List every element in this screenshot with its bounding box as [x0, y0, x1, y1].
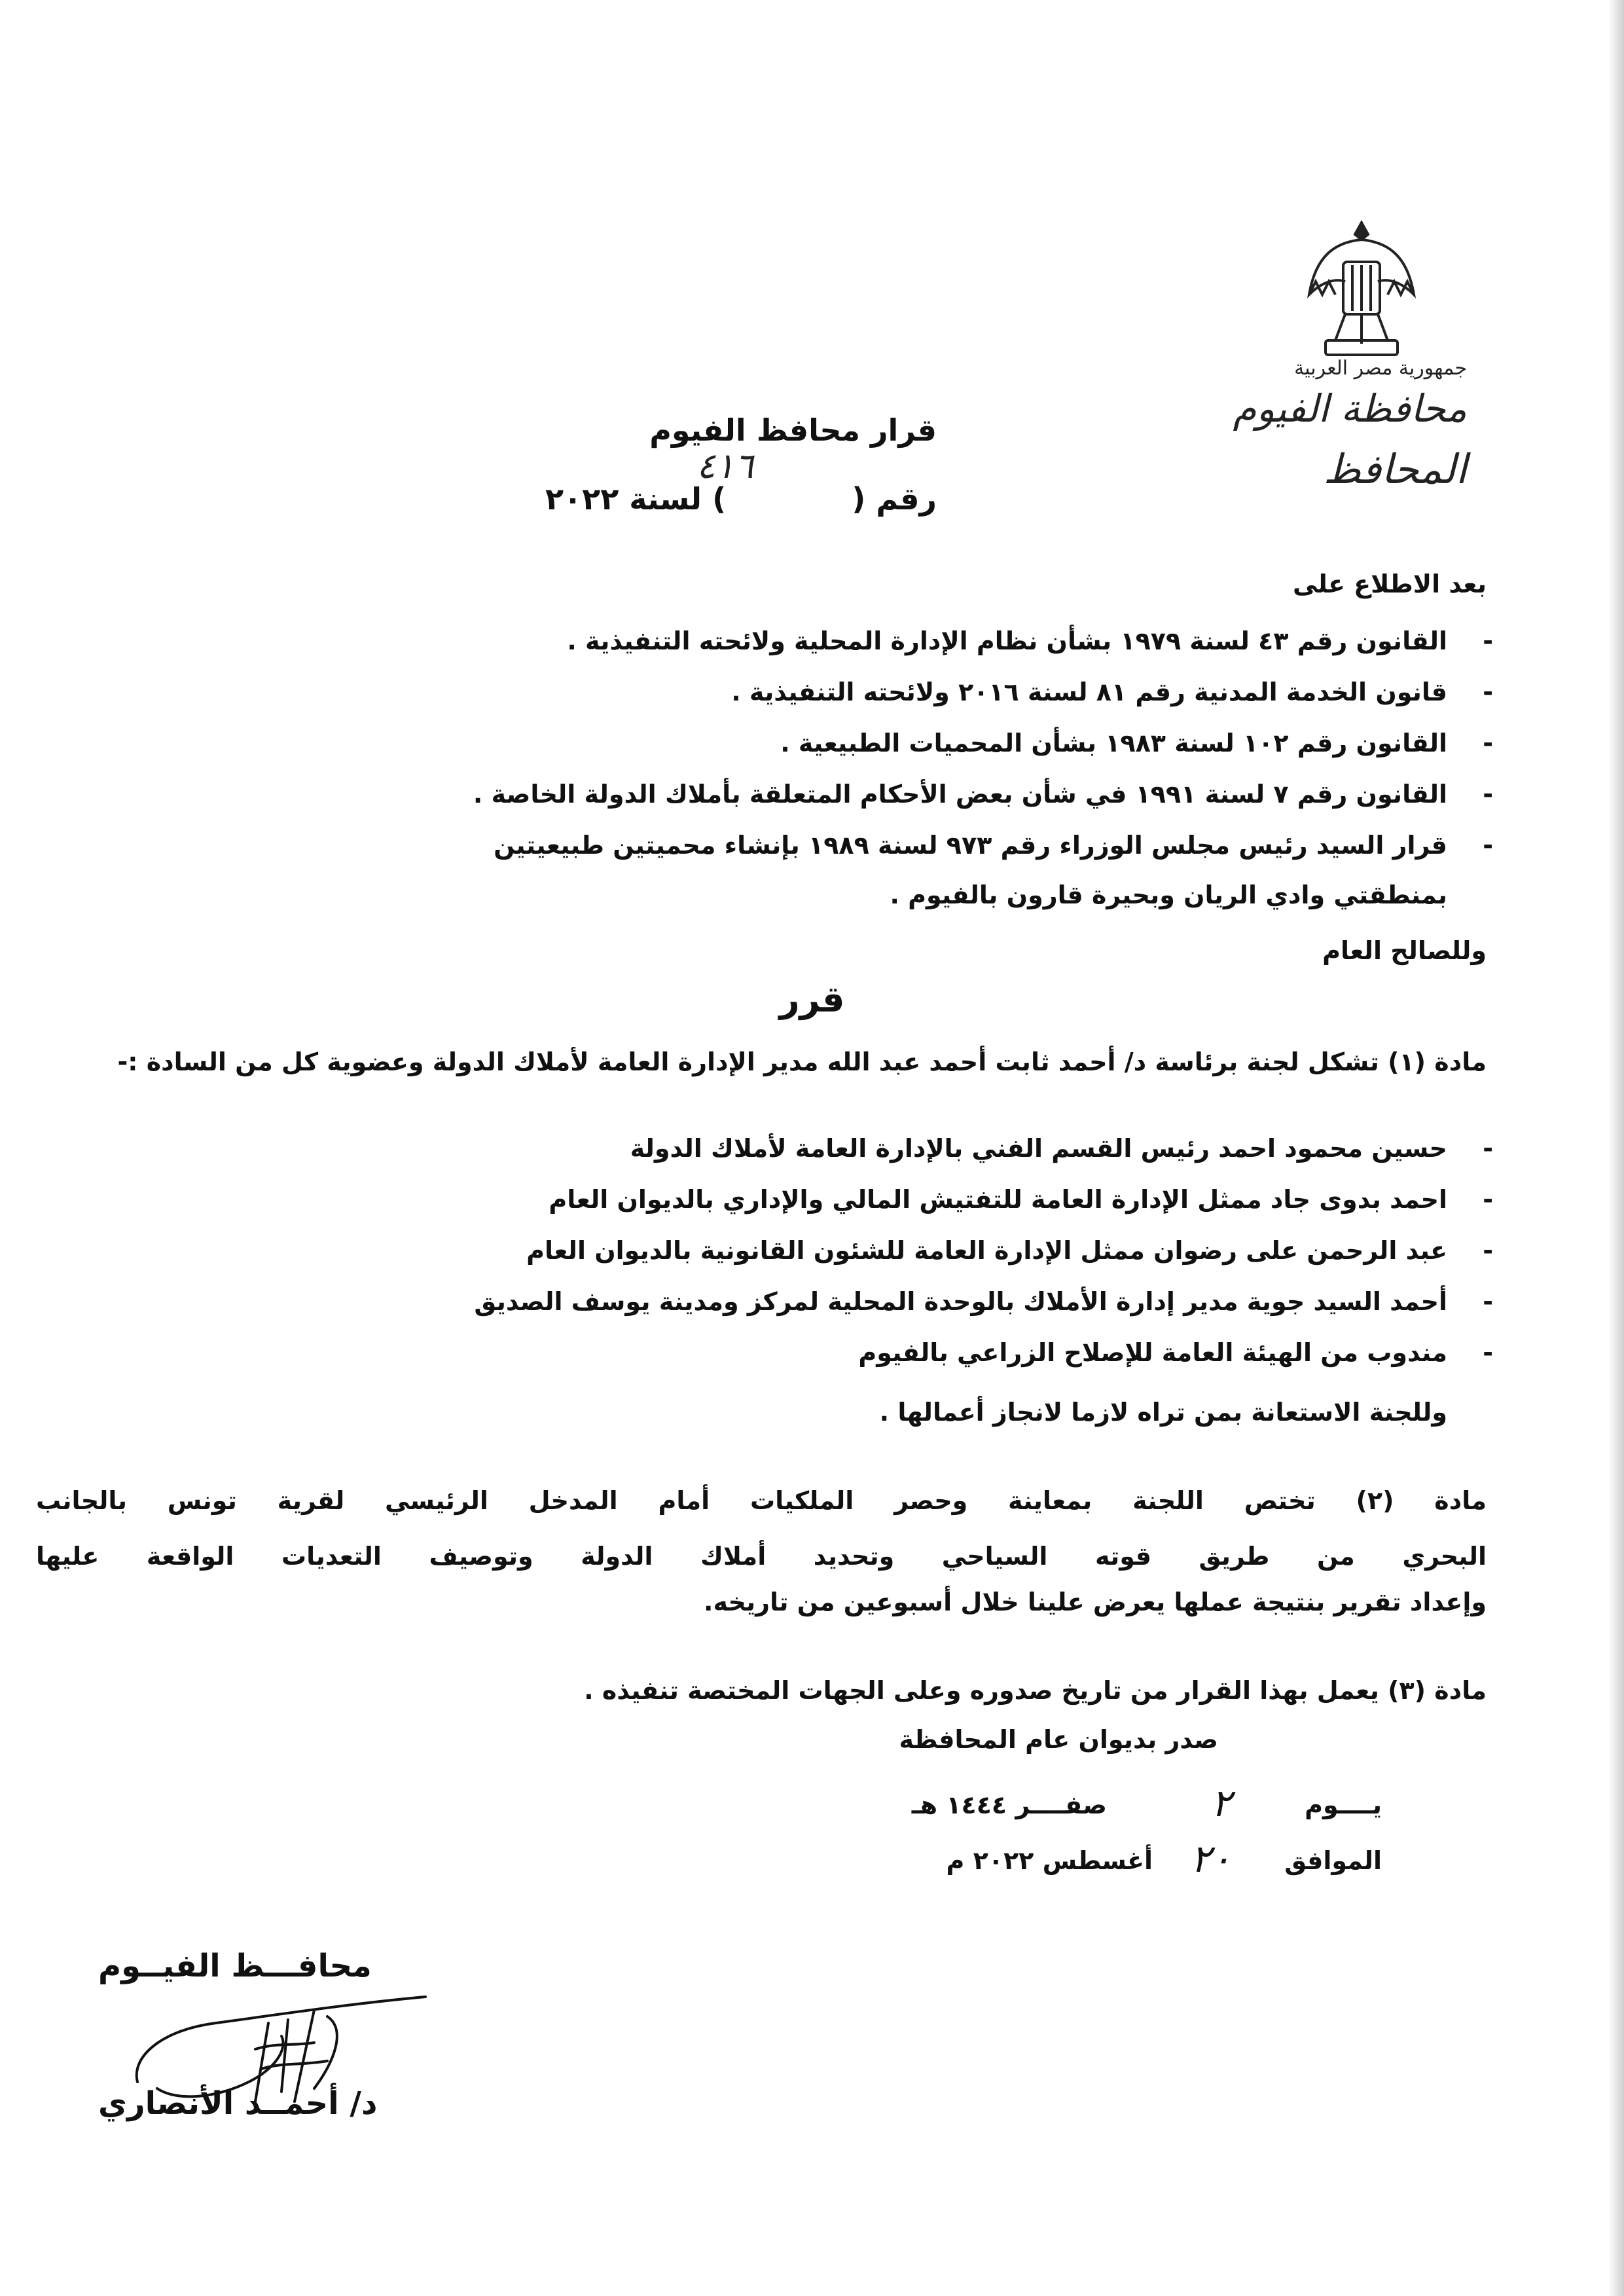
hijri-date: صفــــر ١٤٤٤ هـ	[911, 1791, 1107, 1819]
article-2-line-2: البحري من طريق قوته السياحي وتحديد أملاك الدولة وتوصيف التعديات الواقعة عليها	[36, 1542, 1487, 1571]
scan-edge	[1608, 0, 1624, 2296]
signature-title: محافـــظ الفيــوم	[98, 1948, 372, 1984]
preamble-item-continued: بمنطقتي وادي الريان وبحيرة قارون بالفيوم .	[890, 881, 1447, 909]
signatory-name: د/ أحمــد الأنصاري	[98, 2085, 378, 2122]
decree-number-line	[545, 481, 937, 517]
governorate-name: محافظة الفيوم	[1233, 386, 1467, 431]
handwritten-gregorian-day: ٢٠	[1190, 1836, 1231, 1881]
article-1-text: مادة (١) تشكل لجنة برئاسة د/ أحمد ثابت أحمد عبد الله مدير الإدارة العامة لأملاك الدولة وعضوية كل من السادة :-	[117, 1048, 1487, 1076]
issued-at: صدر بديوان عام المحافظة	[899, 1725, 1218, 1754]
day-label: يــــوم	[1305, 1791, 1382, 1819]
handwritten-decree-number: ٤١٦	[696, 445, 753, 486]
article-2-line-1: مادة (٢) تختص اللجنة بمعاينة وحصر الملكيات أمام المدخل الرئيسي لقرية تونس بالجانب	[36, 1486, 1487, 1515]
corresponding-label: الموافق	[1284, 1846, 1382, 1875]
gregorian-date: أغسطس ٢٠٢٢ م	[946, 1846, 1153, 1875]
preamble-item: - القانون رقم ١٠٢ لسنة ١٩٨٣ بشأن المحميات الطبيعية .	[473, 718, 1447, 769]
committee-member: - أحمد السيد جوية مدير إدارة الأملاك بالوحدة المحلية لمركز ومدينة يوسف الصديق	[474, 1276, 1447, 1327]
decision-heading: قرر	[779, 979, 845, 1020]
committee-member: - احمد بدوى جاد ممثل الإدارة العامة للتفتيش المالي والإداري بالديوان العام	[474, 1174, 1447, 1225]
eagle-emblem-icon	[1296, 216, 1427, 360]
number-suffix: ) لسنة ٢٠٢٢	[545, 481, 727, 517]
article-3-text: مادة (٣) يعمل بهذا القرار من تاريخ صدوره وعلى الجهات المختصة تنفيذه .	[584, 1676, 1487, 1705]
handwritten-hijri-day: ٢	[1210, 1781, 1231, 1825]
preamble-item: - قانون الخدمة المدنية رقم ٨١ لسنة ٢٠١٦ ولائحته التنفيذية .	[473, 666, 1447, 718]
article-1-closing: وللجنة الاستعانة بمن تراه لازما لانجاز أعمالها .	[879, 1398, 1447, 1427]
office-name: المحافظ	[1323, 445, 1467, 493]
article-2-line-3: وإعداد تقرير بنتيجة عملها يعرض علينا خلال أسبوعين من تاريخه.	[704, 1588, 1487, 1616]
public-interest: وللصالح العام	[1322, 936, 1487, 965]
republic-name: جمهورية مصر العربية	[1294, 357, 1467, 380]
preamble-list	[473, 615, 1447, 871]
preamble-item: - القانون رقم ٤٣ لسنة ١٩٧٩ بشأن نظام الإدارة المحلية ولائحته التنفيذية .	[473, 615, 1447, 666]
committee-member: - مندوب من الهيئة العامة للإصلاح الزراعي بالفيوم	[474, 1327, 1447, 1378]
preamble-item: - القانون رقم ٧ لسنة ١٩٩١ في شأن بعض الأحكام المتعلقة بأملاك الدولة الخاصة .	[473, 769, 1447, 820]
number-prefix: رقم (	[852, 481, 937, 517]
committee-member: - حسين محمود احمد رئيس القسم الفني بالإدارة العامة لأملاك الدولة	[474, 1123, 1447, 1174]
preamble-intro: بعد الاطلاع على	[1293, 570, 1487, 598]
committee-members-list	[474, 1123, 1447, 1378]
decree-title: قرار محافظ الفيوم	[649, 412, 937, 448]
committee-member: - عبد الرحمن على رضوان ممثل الإدارة العامة للشئون القانونية بالديوان العام	[474, 1225, 1447, 1276]
preamble-item: - قرار السيد رئيس مجلس الوزراء رقم ٩٧٣ لسنة ١٩٨٩ بإنشاء محميتين طبيعيتين	[473, 820, 1447, 871]
